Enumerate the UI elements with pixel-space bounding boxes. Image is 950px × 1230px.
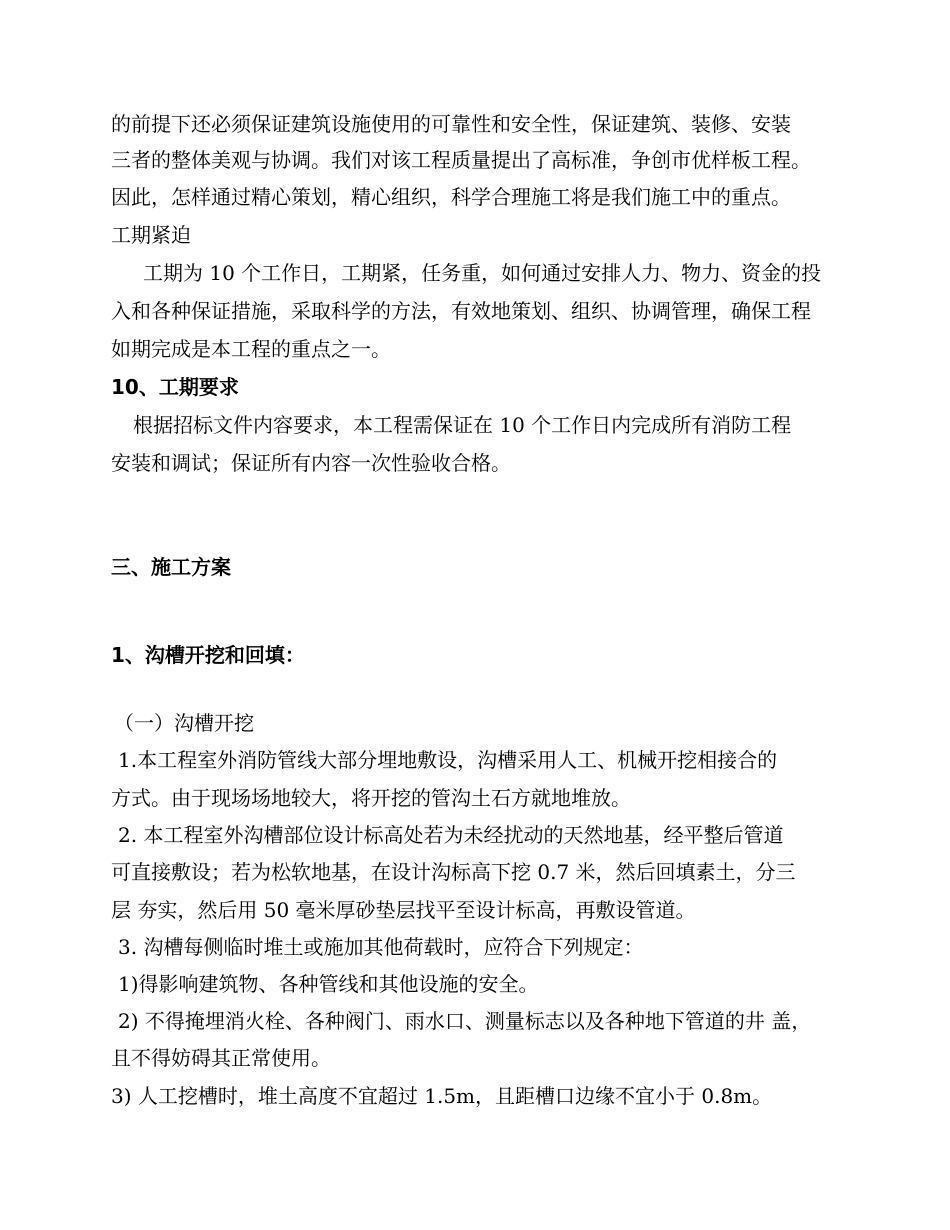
list-item: 2. 本工程室外沟槽部位设计标高处若为未经扰动的天然地基，经平整后管道	[118, 823, 784, 847]
subheading-trench-digging: （一）沟槽开挖	[114, 711, 254, 735]
body-text-line: 层 夯实，然后用 50 毫米厚砂垫层找平至设计标高，再敷设管道。	[111, 898, 696, 922]
section-heading-schedule-requirements: 10、工期要求	[111, 375, 239, 399]
body-text-line: 可直接敷设；若为松软地基，在设计沟标高下挖 0.7 米，然后回填素土，分三	[111, 860, 796, 884]
list-item: 2) 不得掩埋消火栓、各种阀门、雨水口、测量标志以及各种地下管道的井 盖，	[118, 1009, 812, 1033]
list-item: 3. 沟槽每侧临时堆土或施加其他荷载时，应符合下列规定：	[118, 935, 644, 959]
body-text-line: 根据招标文件内容要求，本工程需保证在 10 个工作日内完成所有消防工程	[133, 413, 792, 437]
body-text-line: 入和各种保证措施，采取科学的方法，有效地策划、组织、协调管理，确保工程	[111, 299, 811, 323]
body-text-line: 如期完成是本工程的重点之一。	[111, 337, 391, 361]
body-text-line: 的前提下还必须保证建筑设施使用的可靠性和安全性，保证建筑、装修、安装	[111, 112, 791, 136]
list-item: 1)得影响建筑物、各种管线和其他设施的安全。	[118, 972, 539, 996]
body-text-line: 且不得妨碍其正常使用。	[111, 1046, 331, 1070]
body-text-line: 安装和调试；保证所有内容一次性验收合格。	[111, 451, 511, 475]
section-heading-trench-excavation: 1、沟槽开挖和回填：	[111, 643, 305, 667]
body-text-line: 方式。由于现场场地较大，将开挖的管沟土石方就地堆放。	[111, 786, 631, 810]
body-text-line: 因此，怎样通过精心策划，精心组织，科学合理施工将是我们施工中的重点。	[111, 185, 791, 209]
body-text-line: 三者的整体美观与协调。我们对该工程质量提出了高标准，争创市优样板工程。	[111, 148, 811, 172]
body-text-line: 工期为 10 个工作日，工期紧，任务重，如何通过安排人力、物力、资金的投	[143, 261, 822, 285]
section-heading-construction-plan: 三、施工方案	[111, 555, 231, 579]
subheading-schedule-tight: 工期紧迫	[111, 223, 191, 247]
list-item: 3) 人工挖槽时，堆土高度不宜超过 1.5m，且距槽口边缘不宜小于 0.8m。	[111, 1084, 773, 1108]
list-item: 1.本工程室外消防管线大部分埋地敷设，沟槽采用人工、机械开挖相接合的	[118, 748, 778, 772]
